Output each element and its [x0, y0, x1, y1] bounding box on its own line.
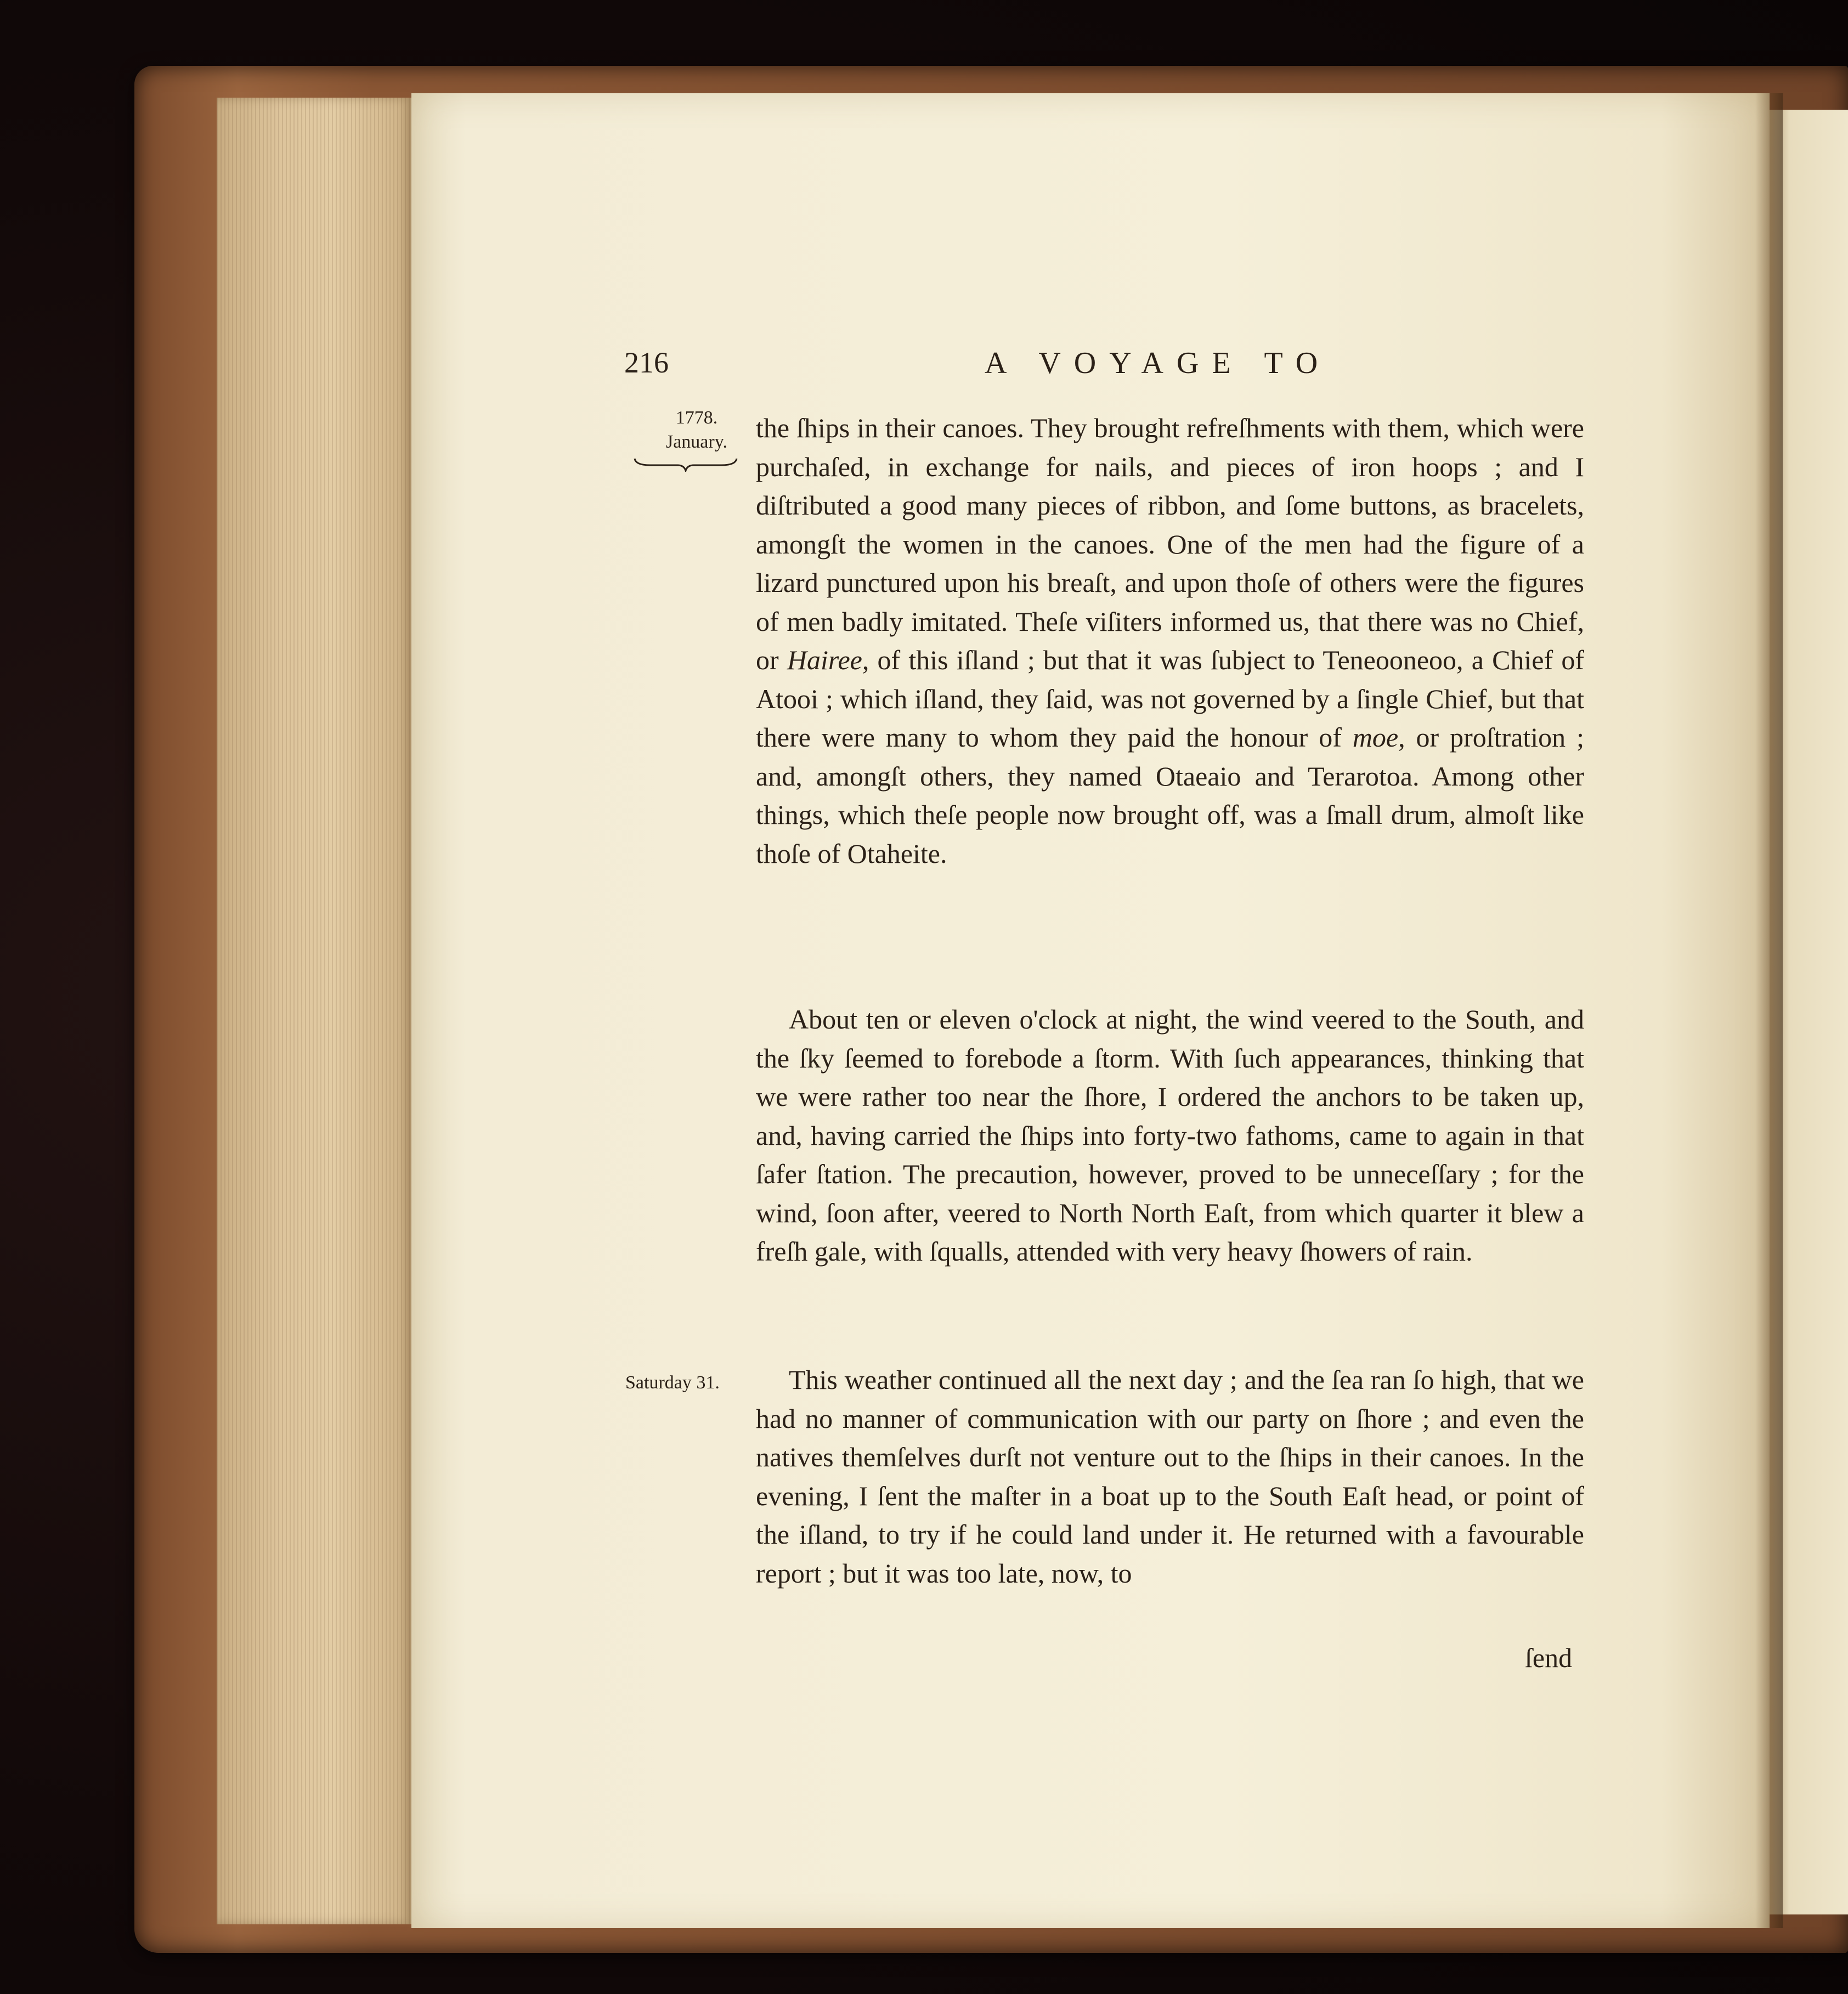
margin-month: January.: [665, 432, 728, 452]
margin-date: [647, 406, 746, 454]
margin-year: 1778.: [675, 408, 718, 428]
brace-icon: [634, 455, 738, 472]
page-gutter: [1755, 93, 1783, 1928]
running-head: A VOYAGE TO: [985, 346, 1331, 380]
page-edges: [217, 98, 411, 1924]
paragraph-2: About ten or eleven o'clock at night, the wind veered to the South, and the ſky ſeemed to forebode a ſtorm. With ſuch appearances, thinking that we were rather too near the ſhore, I ordered the anchors to be taken up, and, having carried the ſhips into forty-two fathoms, came to again in that ſafer ſtation. The precaution, however, proved to be unneceſſary ; for the wind, ſoon after, veered to North North Eaſt, from which quarter it blew a freſh gale, with ſqualls, attended with very heavy ſhowers of rain.: [756, 1004, 1584, 1267]
italic-moe: moe: [1352, 722, 1399, 753]
italic-hairee: Hairee: [787, 645, 862, 675]
paragraph-1-part-c: , or proſtration ; and, amongſt others, they named Otaeaio and Terarotoa. Among other things, which theſe people now brought off, was a ſmall drum, almoſt like thoſe of Otaheite.: [756, 722, 1584, 869]
page-number: 216: [624, 346, 669, 379]
paragraph-3: This weather continued all the next day ; and the ſea ran ſo high, that we had no manner of communication with our party on ſhore ; and even the natives themſelves durſt not venture out to the ſhips in their canoes. In the evening, I ſent the maſter in a boat up to the South Eaſt head, or point of the iſland, to try if he could land under it. He returned with a favourable report ; but it was too late, now, to: [756, 1364, 1584, 1589]
paragraph-1-part-a: the ſhips in their canoes. They brought refreſhments with them, which were purchaſed, in exchange for nails, and pieces of iron hoops ; and I diſtributed a good many pieces of ribbon, and ſome buttons, as bracelets, amongſt the women in the canoes. One of the men had the figure of a lizard punctured upon his breaſt, and upon thoſe of others were the figures of men badly imitated. Theſe viſiters informed us, that there was no Chief, or: [756, 413, 1584, 675]
catchword: ſend: [1525, 1642, 1573, 1673]
paragraph-1: [756, 409, 1584, 873]
paragraph-1-part-b: , of this iſland ; but that it was ſubject to Teneooneoo, a Chief of Atooi ; which iſland, they ſaid, was not governed by a ſingle Chief, but that there were many to whom they paid the honour of: [756, 645, 1584, 753]
margin-day: Saturday 31.: [625, 1372, 720, 1393]
